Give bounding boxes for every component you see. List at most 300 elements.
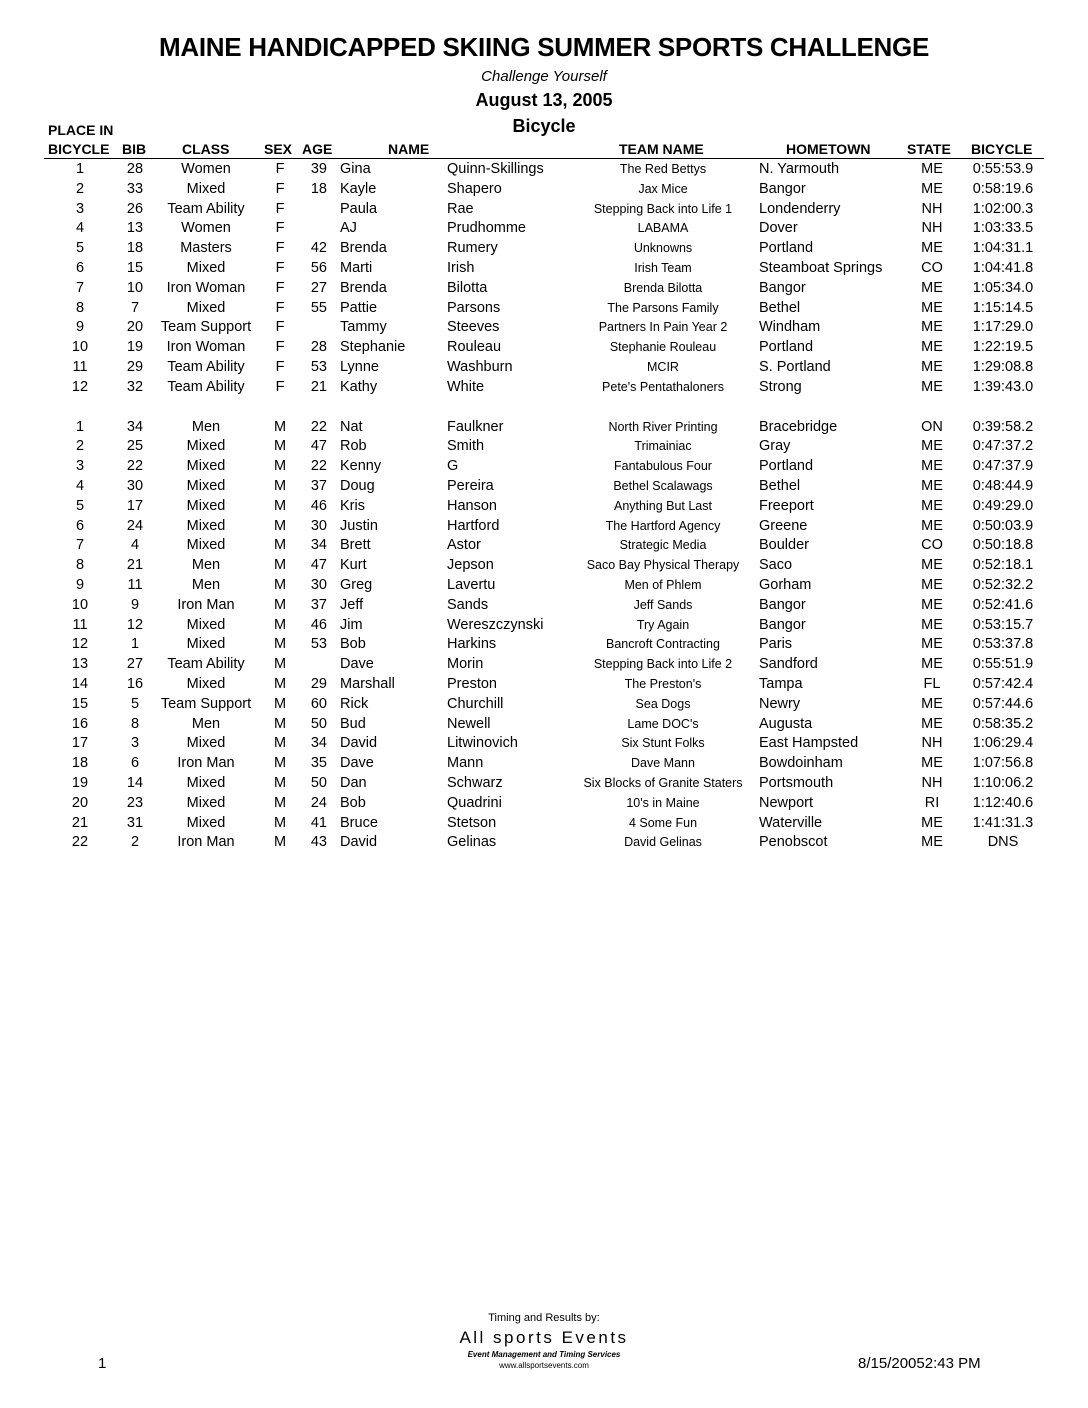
sex-cell: M [273,458,287,475]
bib-cell: 12 [126,616,144,633]
state-cell: ME [921,517,943,534]
age-cell: 30 [310,576,327,593]
last-name-cell: Mann [447,755,484,772]
time-cell: 0:52:41.6 [972,596,1034,613]
table-row [0,536,1088,556]
bib-cell: 8 [130,715,140,732]
time-cell: 1:07:56.8 [972,755,1034,772]
hometown-cell: Bangor [759,180,806,197]
place-cell: 6 [75,259,85,276]
state-cell: ME [921,636,943,653]
bib-cell: 21 [126,557,144,574]
team-name-cell: Saco Bay Physical Therapy [586,558,740,573]
team-name-cell: Strategic Media [619,538,707,553]
sex-cell: F [275,220,285,237]
header-name: NAME [388,141,430,157]
time-cell: 1:17:29.0 [972,319,1034,336]
bib-cell: 7 [130,299,140,316]
age-cell: 22 [310,458,327,475]
first-name-cell: AJ [340,220,357,237]
class-cell: Iron Man [177,834,235,851]
last-name-cell: Gelinas [447,834,497,851]
bib-cell: 15 [126,259,144,276]
age-cell: 50 [310,715,327,732]
class-cell: Mixed [186,299,226,316]
last-name-cell: Rumery [447,240,498,257]
hometown-cell: Penobscot [759,834,828,851]
first-name-cell: Doug [340,477,375,494]
class-cell: Mixed [186,180,226,197]
hometown-cell: Bowdoinham [759,755,843,772]
footer-timing-label: Timing and Results by: [488,1312,600,1324]
team-name-cell: Trimainiac [634,439,692,454]
sex-cell: F [275,161,285,177]
table-row [0,378,1088,398]
sex-cell: F [275,200,285,217]
age-cell: 37 [310,596,327,613]
table-row [0,160,1088,180]
bib-cell: 5 [130,695,140,712]
table-row [0,200,1088,220]
state-cell: CO [921,537,943,554]
table-row [0,596,1088,616]
team-name-cell: Bethel Scalawags [613,478,713,493]
sex-cell: M [273,477,287,494]
time-cell: 1:05:34.0 [972,279,1034,296]
last-name-cell: Astor [447,537,481,554]
age-cell: 29 [310,675,327,692]
state-cell: NH [921,735,943,752]
table-row [0,675,1088,695]
place-cell: 14 [71,675,89,692]
sex-cell: F [275,339,285,356]
first-name-cell: Brenda [340,240,387,257]
place-cell: 1 [75,161,85,177]
place-cell: 7 [75,279,85,296]
sex-cell: M [273,735,287,752]
age-cell: 18 [310,180,327,197]
table-row [0,219,1088,239]
first-name-cell: Dave [340,656,374,673]
age-cell: 47 [310,557,327,574]
place-cell: 19 [71,774,89,791]
class-cell: Mixed [186,477,226,494]
team-name-cell: Lame DOC's [627,716,699,731]
bib-cell: 20 [126,319,144,336]
time-cell: 1:10:06.2 [972,774,1034,791]
last-name-cell: Jepson [447,557,494,574]
table-row [0,358,1088,378]
class-cell: Team Ability [167,200,245,217]
table-row [0,517,1088,537]
first-name-cell: David [340,834,378,851]
bib-cell: 4 [130,537,140,554]
class-cell: Men [191,418,221,435]
class-cell: Team Ability [167,656,245,673]
age-cell: 34 [310,537,327,554]
sex-cell: M [273,497,287,514]
class-cell: Mixed [186,794,226,811]
class-cell: Team Ability [167,378,245,395]
team-name-cell: MCIR [647,359,679,374]
class-cell: Women [181,161,231,177]
time-cell: 0:52:32.2 [972,576,1034,593]
bib-cell: 2 [130,834,140,851]
header-team-name: TEAM NAME [619,141,704,157]
class-cell: Mixed [186,458,226,475]
time-cell: 0:48:44.9 [972,477,1034,494]
state-cell: ME [921,557,943,574]
time-cell: DNS [987,834,1019,851]
team-name-cell: 10's in Maine [626,795,700,810]
hometown-cell: Bethel [759,299,801,316]
footer-url: www.allsportsevents.com [499,1361,589,1370]
state-cell: ME [921,497,943,514]
team-name-cell: Stepping Back into Life 2 [593,657,733,672]
class-cell: Mixed [186,675,226,692]
hometown-cell: Freeport [759,497,814,514]
team-name-cell: Men of Phlem [624,577,702,592]
last-name-cell: Newell [447,715,491,732]
hometown-cell: Newport [759,794,813,811]
class-cell: Team Support [160,319,252,336]
team-name-cell: Unknowns [633,241,693,256]
team-name-cell: LABAMA [637,221,689,236]
team-name-cell: Brenda Bilotta [623,280,703,295]
hometown-cell: Gray [759,438,791,455]
state-cell: ME [921,339,943,356]
first-name-cell: Tammy [340,319,387,336]
last-name-cell: Prudhomme [447,220,526,237]
last-name-cell: Shapero [447,180,502,197]
age-cell: 43 [310,834,327,851]
sex-cell: M [273,695,287,712]
footer-tagline: Event Management and Timing Services [467,1350,621,1359]
age-cell: 60 [310,695,327,712]
header-time: BICYCLE [971,141,1033,157]
last-name-cell: Stetson [447,814,497,831]
sex-cell: M [273,834,287,851]
place-cell: 18 [71,755,89,772]
place-cell: 17 [71,735,89,752]
first-name-cell: Rob [340,438,367,455]
bib-cell: 6 [130,755,140,772]
sex-cell: F [275,299,285,316]
place-cell: 1 [75,418,85,435]
footer-company-logo: All sports Events [459,1328,629,1347]
place-cell: 10 [71,339,89,356]
time-cell: 1:29:08.8 [972,358,1034,375]
first-name-cell: Rick [340,695,369,712]
place-cell: 11 [72,358,88,375]
place-cell: 21 [71,814,89,831]
state-cell: ME [921,814,943,831]
class-cell: Team Support [160,695,252,712]
sex-cell: F [275,240,285,257]
class-cell: Mixed [186,497,226,514]
team-name-cell: Six Stunt Folks [621,736,705,751]
first-name-cell: Jim [340,616,363,633]
header-age: AGE [302,141,333,157]
hometown-cell: East Hampsted [759,735,859,752]
age-cell: 24 [310,794,327,811]
state-cell: ME [921,596,943,613]
class-cell: Men [191,557,221,574]
table-row [0,616,1088,636]
page-subtitle: Challenge Yourself [481,68,607,85]
sex-cell: F [275,259,285,276]
class-cell: Mixed [186,616,226,633]
first-name-cell: Marshall [340,675,395,692]
class-cell: Mixed [186,537,226,554]
results-table [0,160,1088,853]
table-row [0,239,1088,259]
team-name-cell: Stephanie Rouleau [609,340,717,355]
state-cell: ME [921,834,943,851]
table-row [0,180,1088,200]
table-row [0,338,1088,358]
class-cell: Mixed [186,517,226,534]
first-name-cell: Greg [340,576,373,593]
age-cell: 53 [310,636,327,653]
sex-cell: M [273,596,287,613]
sex-cell: F [275,358,285,375]
age-cell: 42 [310,240,327,257]
state-cell: ME [921,299,943,316]
place-cell: 22 [71,834,89,851]
place-cell: 12 [71,636,89,653]
team-name-cell: David Gelinas [624,835,702,850]
state-cell: ON [921,418,943,435]
first-name-cell: Kris [340,497,365,514]
class-cell: Masters [180,240,232,257]
time-cell: 0:58:19.6 [972,180,1034,197]
hometown-cell: Augusta [759,715,813,732]
last-name-cell: G [447,458,459,475]
state-cell: ME [921,458,943,475]
first-name-cell: Lynne [340,358,379,375]
header-divider [44,158,1044,159]
class-cell: Mixed [186,735,226,752]
hometown-cell: Greene [759,517,808,534]
team-name-cell: Jax Mice [638,181,688,196]
bib-cell: 26 [126,200,144,217]
hometown-cell: Bracebridge [759,418,838,435]
first-name-cell: Paula [340,200,378,217]
class-cell: Iron Woman [166,279,246,296]
place-cell: 2 [75,438,85,455]
place-cell: 2 [75,180,85,197]
time-cell: 1:03:33.5 [972,220,1034,237]
place-cell: 11 [72,616,88,633]
time-cell: 0:47:37.9 [972,458,1034,475]
place-cell: 13 [71,656,89,673]
print-timestamp: 8/15/20052:43 PM [858,1355,981,1372]
place-cell: 7 [75,537,85,554]
bib-cell: 27 [126,656,144,673]
class-cell: Mixed [186,636,226,653]
first-name-cell: Kayle [340,180,377,197]
team-name-cell: The Preston's [624,676,702,691]
bib-cell: 31 [126,814,144,831]
state-cell: NH [921,220,943,237]
table-row [0,734,1088,754]
first-name-cell: Kathy [340,378,378,395]
hometown-cell: S. Portland [759,358,831,375]
header-sex: SEX [264,141,293,157]
age-cell: 39 [310,161,327,177]
team-name-cell: Irish Team [634,260,692,275]
page-number: 1 [98,1355,107,1372]
place-cell: 5 [75,240,85,257]
last-name-cell: Quadrini [447,794,502,811]
place-cell: 8 [75,557,85,574]
time-cell: 0:57:42.4 [972,675,1034,692]
state-cell: RI [924,794,940,811]
first-name-cell: Brenda [340,279,387,296]
hometown-cell: Steamboat Springs [759,259,883,276]
first-name-cell: Dan [340,774,367,791]
bib-cell: 10 [126,279,144,296]
table-row [0,635,1088,655]
last-name-cell: Rae [447,200,474,217]
hometown-cell: Dover [759,220,798,237]
table-row [0,437,1088,457]
time-cell: 1:04:41.8 [972,259,1034,276]
hometown-cell: Saco [759,557,793,574]
age-cell: 22 [310,418,327,435]
last-name-cell: Quinn-Skillings [447,161,544,177]
bib-cell: 33 [126,180,144,197]
sex-cell: M [273,636,287,653]
place-cell: 15 [71,695,89,712]
hometown-cell: N. Yarmouth [759,161,840,177]
last-name-cell: Churchill [447,695,504,712]
class-cell: Women [181,220,231,237]
first-name-cell: Brett [340,537,371,554]
class-cell: Mixed [186,814,226,831]
last-name-cell: Rouleau [447,339,502,356]
first-name-cell: Gina [340,161,371,177]
team-name-cell: 4 Some Fun [628,815,698,830]
page-title: MAINE HANDICAPPED SKIING SUMMER SPORTS CHALLENGE [159,32,929,62]
team-name-cell: The Red Bettys [619,162,707,176]
sex-cell: M [273,438,287,455]
event-name: Bicycle [512,116,576,136]
team-name-cell: The Parsons Family [607,300,719,315]
age-cell: 28 [310,339,327,356]
hometown-cell: Waterville [759,814,823,831]
state-cell: ME [921,616,943,633]
sex-cell: F [275,378,285,395]
sex-cell: M [273,418,287,435]
place-cell: 3 [75,458,85,475]
team-name-cell: Partners In Pain Year 2 [598,320,728,335]
age-cell: 37 [310,477,327,494]
time-cell: 0:50:18.8 [972,537,1034,554]
hometown-cell: Portland [759,458,814,475]
bib-cell: 1 [130,636,140,653]
age-cell: 55 [310,299,327,316]
hometown-cell: Portland [759,339,814,356]
last-name-cell: Steeves [447,319,500,336]
state-cell: ME [921,161,943,177]
team-name-cell: Pete's Pentathaloners [602,379,724,394]
place-cell: 6 [75,517,85,534]
state-cell: ME [921,358,943,375]
bib-cell: 23 [126,794,144,811]
table-row [0,833,1088,853]
time-cell: 0:49:29.0 [972,497,1034,514]
time-cell: 1:39:43.0 [972,378,1034,395]
age-cell: 46 [310,497,327,514]
age-cell: 35 [310,755,327,772]
last-name-cell: Faulkner [447,418,504,435]
age-cell: 21 [310,378,327,395]
first-name-cell: Kurt [340,557,367,574]
sex-cell: M [273,576,287,593]
first-name-cell: Justin [340,517,378,534]
first-name-cell: Stephanie [340,339,406,356]
bib-cell: 16 [126,675,144,692]
age-cell: 46 [310,616,327,633]
class-cell: Men [191,576,221,593]
time-cell: 1:02:00.3 [972,200,1034,217]
time-cell: 0:55:51.9 [972,656,1034,673]
last-name-cell: Lavertu [447,576,496,593]
time-cell: 1:06:29.4 [972,735,1034,752]
first-name-cell: Bob [340,636,366,653]
team-name-cell: Sea Dogs [635,696,691,711]
hometown-cell: Sandford [759,656,818,673]
last-name-cell: Pereira [447,477,494,494]
state-cell: ME [921,695,943,712]
place-cell: 10 [71,596,89,613]
bib-cell: 11 [127,576,143,593]
last-name-cell: Sands [447,596,489,613]
bib-cell: 19 [126,339,144,356]
place-cell: 16 [71,715,89,732]
last-name-cell: Schwarz [447,774,503,791]
table-row [0,259,1088,279]
time-cell: 0:58:35.2 [972,715,1034,732]
last-name-cell: Litwinovich [447,735,518,752]
bib-cell: 13 [126,220,144,237]
place-cell: 9 [75,319,85,336]
hometown-cell: Gorham [759,576,812,593]
time-cell: 0:52:18.1 [972,557,1034,574]
bib-cell: 34 [126,418,144,435]
hometown-cell: Newry [759,695,801,712]
sex-cell: F [275,319,285,336]
sex-cell: M [273,557,287,574]
place-cell: 8 [75,299,85,316]
time-cell: 1:22:19.5 [972,339,1034,356]
sex-cell: M [273,715,287,732]
table-row [0,576,1088,596]
table-row [0,794,1088,814]
last-name-cell: Preston [447,675,497,692]
sex-cell: M [273,517,287,534]
first-name-cell: Bud [340,715,366,732]
team-name-cell: Stepping Back into Life 1 [593,201,733,216]
header-state: STATE [907,141,951,157]
last-name-cell: Hartford [447,517,500,534]
state-cell: ME [921,319,943,336]
sex-cell: M [273,814,287,831]
hometown-cell: Bangor [759,616,806,633]
team-name-cell: Anything But Last [614,498,712,513]
